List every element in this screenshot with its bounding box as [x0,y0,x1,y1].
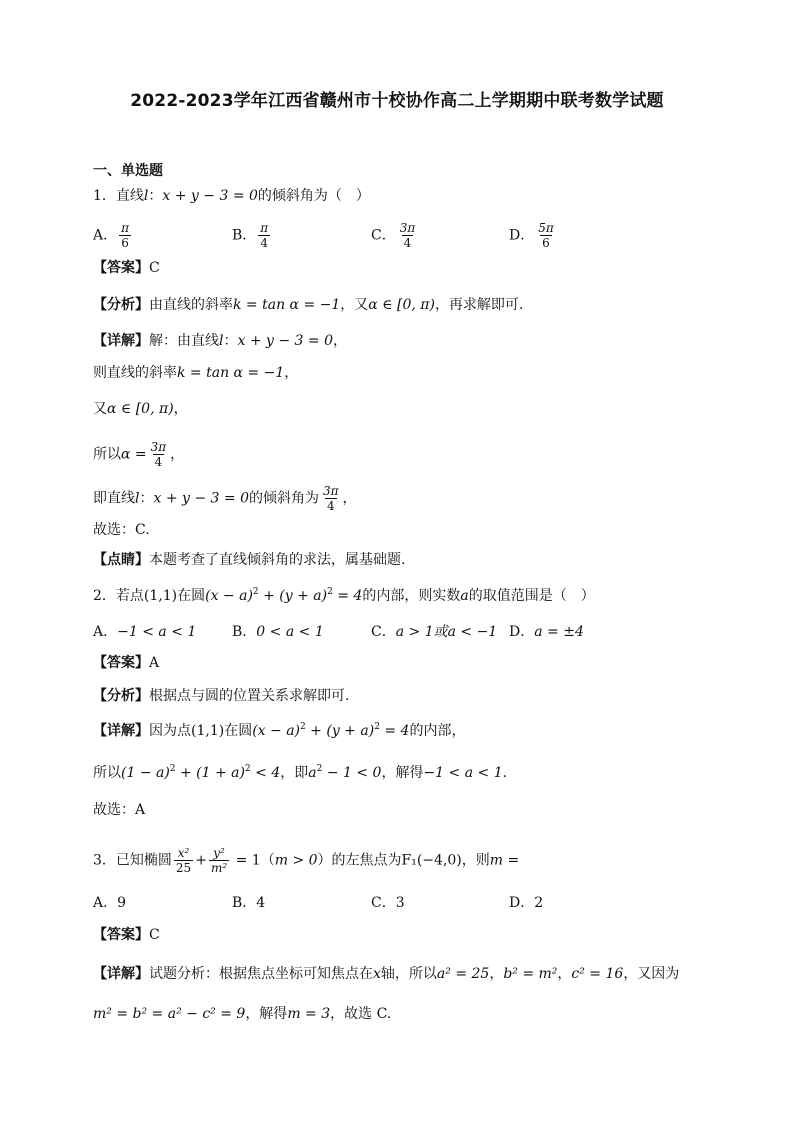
q2-step: 所以$(1 - a)^2 + (1 + a)^2 < 4$，即$a^2 - 1 < 0$，解得−1 < a < 1. [93,764,508,781]
q1-analysis: 【分析】由直线的斜率k = tan α = −1，又α ∈ [0, π)，再求解即可. [93,297,524,313]
q1-step-3: 所以α = $\frac{3\pi}{4}$ ， [93,440,185,469]
q1-step-4: 即直线l：x + y − 3 = 0的倾斜角为 $\frac{3\pi}{4}$ ， [93,484,357,513]
q3-detail: 【详解】试题分析：根据焦点坐标可知焦点在x轴，所以a² = 25，b² = m²，c² = 16，又因为 [93,966,680,982]
q2-answer: 【答案】A [93,655,160,671]
fraction: $\frac{3\pi}{4}$ [150,440,167,469]
q1-option-c: C． $\frac{3\pi}{4}$ [371,221,416,250]
q1-choose: 故选：C. [93,522,150,538]
q3-option-a: A．9 [93,895,127,911]
fraction: $\frac{\text{x²}}{25}$ [175,846,192,875]
q3-detail-line-2: m² = b² = a² − c² = 9，解得m = 3，故选 C. [93,1006,392,1022]
q3-option-b: B．4 [232,895,266,911]
q1-stem: 1．直线l：x + y − 3 = 0的倾斜角为（ ） [93,188,370,204]
q2-detail: 【详解】因为点(1,1)在圆$(x - a)^2 + (y + a)^2 = 4$的内部， [93,722,466,739]
q2-option-b: B．0 < a < 1 [232,624,324,640]
q2-option-a: A．−1 < a < 1 [93,624,197,640]
q1-step-2: 又α ∈ [0, π)， [93,401,188,417]
page-title: 2022-2023学年江西省赣州市十校协作高二上学期期中联考数学试题 [130,91,664,111]
q2-analysis: 【分析】根据点与圆的位置关系求解即可. [93,688,350,704]
q3-stem: 3．已知椭圆 $\frac{\text{x²}}{25}$ + $\frac{\text{y²}}{\text{m²}}$ = 1（m > 0）的左焦点为F₁(−4,0)，则m = [93,846,520,875]
q1-comment: 【点睛】本题考查了直线倾斜角的求法，属基础题. [93,552,406,568]
fraction: $\frac{3\pi}{4}$ [323,484,339,513]
q3-option-c: C．3 [371,895,405,911]
fraction: $\frac{5\pi}{6}$ [538,221,554,250]
q1-answer: 【答案】C [93,260,160,276]
q2-option-d: D．a = ±4 [509,624,584,640]
q1-option-b: B． $\frac{\pi}{4}$ [232,221,269,250]
q3-answer: 【答案】C [93,927,160,943]
q2-choose: 故选：A [93,802,146,818]
q2-stem: 2．若点(1,1)在圆$(x - a)^2 + (y + a)^2 = 4$的内部，则实数a的取值范围是（ ） [93,587,595,604]
q1-option-d: D． $\frac{5\pi}{6}$ [509,221,554,250]
q1-detail: 【详解】解：由直线l：x + y − 3 = 0， [93,333,347,349]
section-heading: 一、单选题 [93,163,163,179]
q2-option-c: C．a > 1或a < −1 [371,624,498,640]
q3-option-d: D．2 [509,895,544,911]
q1-step-1: 则直线的斜率k = tan α = −1， [93,365,299,381]
fraction: $\frac{\pi}{4}$ [260,221,269,250]
fraction: $\frac{3\pi}{4}$ [399,221,416,250]
fraction: $\frac{\pi}{6}$ [121,221,130,250]
fraction: $\frac{\text{y²}}{\text{m²}}$ [210,846,228,875]
q1-option-a: A． $\frac{\pi}{6}$ [93,221,130,250]
